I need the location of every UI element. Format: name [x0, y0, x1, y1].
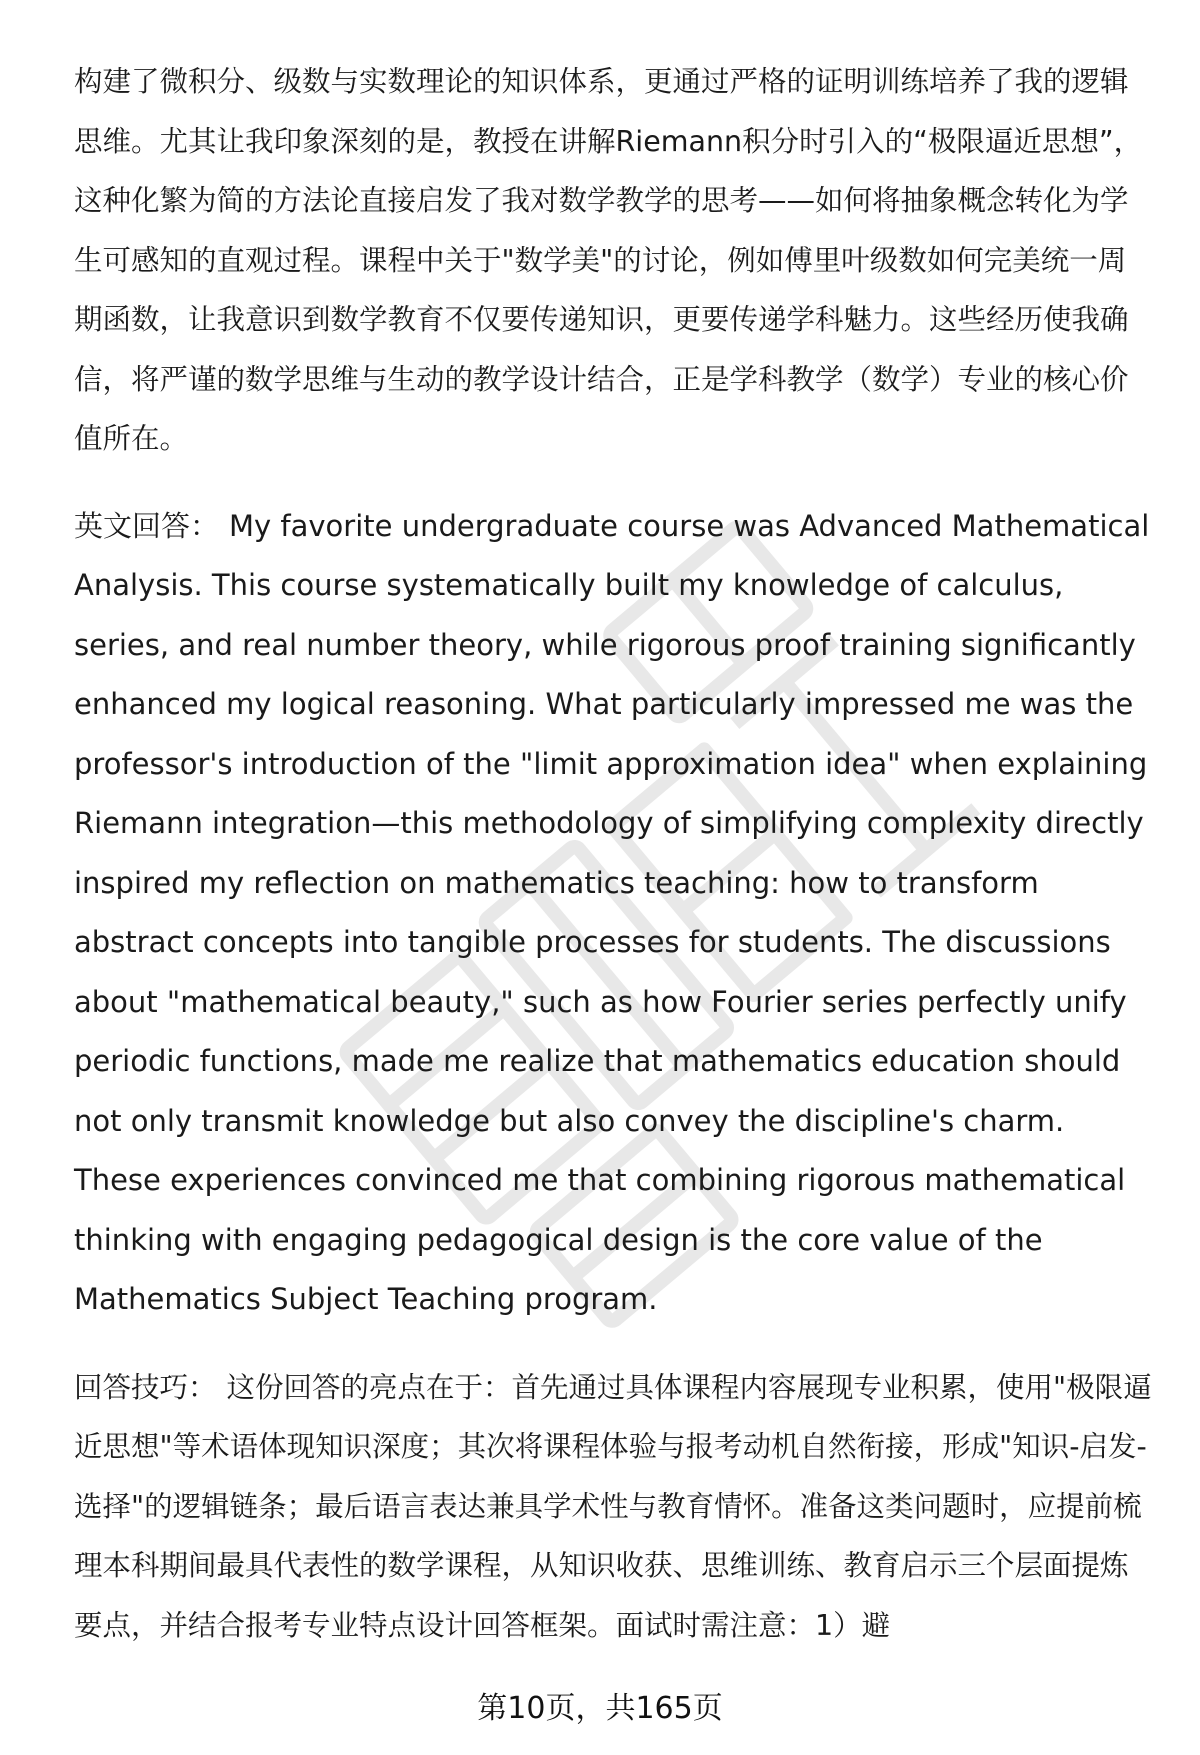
answer-tips-label: 回答技巧： — [74, 1370, 217, 1404]
paragraph-english-answer — [74, 497, 1154, 1330]
paragraph-text: 这份回答的亮点在于：首先通过具体课程内容展现专业积累，使用"极限逼近思想"等术语体现知识深度；其次将课程体验与报考动机自然衔接，形成"知识-启发-选择"的逻辑链条；最后语言表达兼具学术性与教育情怀。准备这类问题时，应提前梳理本科期间最具代表性的数学课程，从知识收获、思维训练、教育启示三个层面提炼要点，并结合报考专业特点设计回答框架。面试时需注意：1）避 — [74, 1370, 1152, 1642]
page-number-footer: 第10页，共165页 — [477, 1691, 723, 1726]
paragraph-answer-tips — [74, 1358, 1154, 1656]
paragraph-text: My favorite undergraduate course was Advanced Mathematical Analysis. This course systematically built my knowledge of calculus, series, and real number theory, while rigorous proof training significantly enhanced my logical reasoning. What particularly impressed me was the professor's introduction of the "limit approximation idea" when explaining Riemann integration—this methodology of simplifying complexity directly inspired my reflection on mathematics teaching: how to transform abstract concepts into tangible processes for students. The discussions about "mathematical beauty," such as how Fourier series perfectly unify periodic functions, made me realize that mathematics education should not only transmit knowledge but also convey the discipline's charm. These experiences convinced me that combining rigorous mathematical thinking with engaging pedagogical design is the core value of the Mathematics Subject Teaching program. — [74, 508, 1150, 1316]
paragraph-chinese-answer-continued — [74, 52, 1154, 469]
english-answer-label: 英文回答： — [74, 508, 220, 543]
paragraph-text: 构建了微积分、级数与实数理论的知识体系，更通过严格的证明训练培养了我的逻辑思维。尤其让我印象深刻的是，教授在讲解Riemann积分时引入的“极限逼近思想”，这种化繁为简的方法论直接启发了我对数学教学的思考——如何将抽象概念转化为学生可感知的直观过程。课程中关于"数学美"的讨论，例如傅里叶级数如何完美统一周期函数，让我意识到数学教育不仅要传递知识，更要传递学科魅力。这些经历使我确信，将严谨的数学思维与生动的教学设计结合，正是学科教学（数学）专业的核心价值所在。 — [74, 65, 1143, 455]
document-body — [74, 52, 1154, 1655]
